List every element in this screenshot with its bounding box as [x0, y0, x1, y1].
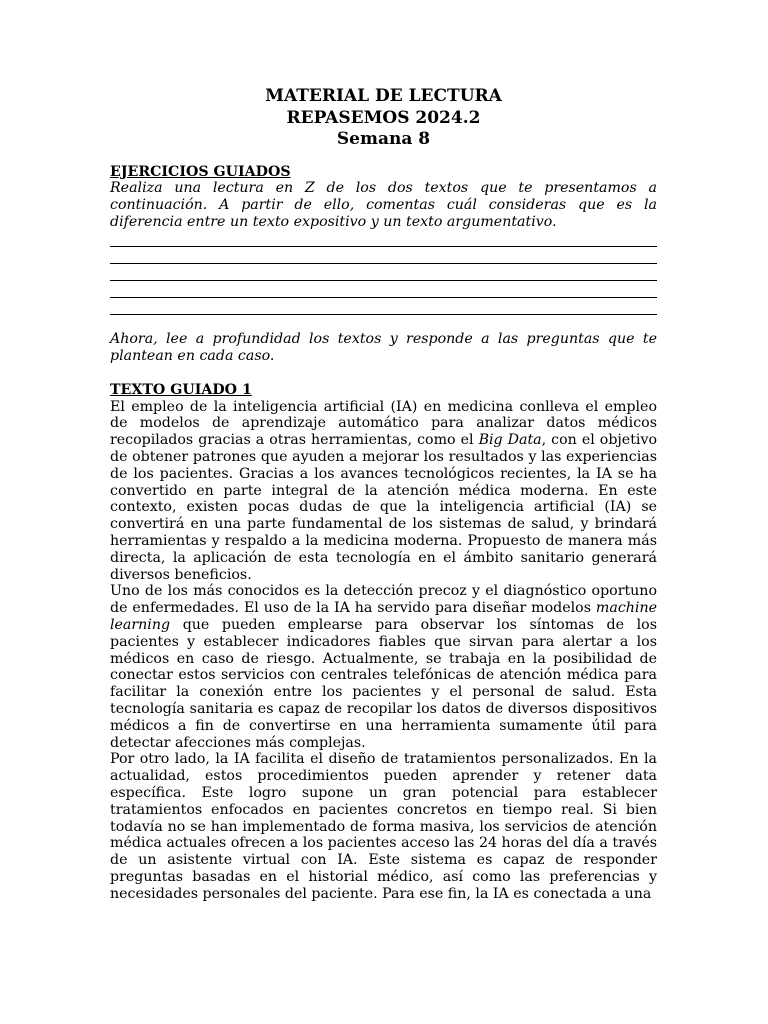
answer-line [110, 298, 657, 315]
section-heading-ejercicios: EJERCICIOS GUIADOS [110, 163, 291, 180]
spacer [110, 315, 657, 332]
answer-line [110, 247, 657, 264]
answer-line [110, 281, 657, 298]
paragraph-text: que pueden emplearse para observar los síntomas de los pacientes y establecer indicadores fiables que sirvan para alertar a los médicos en caso de riesgo. Actualmente, se trabaja en la posibilidad de conectar estos servicios con centrales telefónicas de atención médica para facilitar la conexión entre los pacientes y el personal de salud. Esta tecnología sanitaria es capaz de recopilar los datos de diversos dispositivos médicos a fin de convertirse en una herramienta sumamente útil para detectar afecciones más complejas. [110, 617, 657, 751]
answer-lines [110, 231, 657, 315]
paragraph-text: Uno de los más conocidos es la detección precoz y el diagnóstico oportuno de enfermedades. El uso de la IA ha servido para diseñar modelos [110, 583, 657, 617]
paragraph-text: , con el objetivo de obtener patrones que ayuden a mejorar los resultados y las experiencias de los pacientes. Gracias a los avances tecnológicos recientes, la IA se ha convertido en parte integral de la atención médica moderna. En este contexto, existen pocas dudas de que la inteligencia artificial (IA) se convertirá en una parte fundamental de los sistemas de salud, y brindará herramientas y respaldo a la medicina moderna. Propuesto de manera más directa, la aplicación de esta tecnología en el ámbito sanitario generará diversos beneficios. [110, 432, 657, 583]
document-title-line-1: MATERIAL DE LECTURA [265, 86, 502, 106]
texto-1-paragraph-1 [110, 399, 657, 584]
texto-1-paragraph-3: Por otro lado, la IA facilita el diseño de tratamientos personalizados. En la actualidad, estos procedimientos pueden aprender y retener data específica. Este logro supone un gran potencial para establecer tratamientos enfocados en pacientes concretos en tiempo real. Si bien todavía no se han implementado de forma masiva, los servicios de atención médica actuales ofrecen a los pacientes acceso las 24 horas del día a través de un asistente virtual con IA. Este sistema es capaz de responder preguntas basadas en el historial médico, así como las preferencias y necesidades personales del paciente. Para ese fin, la IA es conectada a una [110, 751, 657, 902]
texto-1-paragraph-2 [110, 583, 657, 751]
italic-term: machine learning [110, 600, 657, 634]
spacer [110, 151, 657, 164]
answer-line [110, 231, 657, 248]
spacer [110, 365, 657, 382]
document-title-line-3: Semana 8 [336, 129, 431, 149]
answer-line [110, 264, 657, 281]
paragraph-text: El empleo de la inteligencia artificial (IA) en medicina conlleva el empleo de modelos de aprendizaje automático para analizar datos médicos recopilados gracias a otras herramientas, como el [110, 398, 657, 449]
section-heading-texto-1: TEXTO GUIADO 1 [110, 381, 252, 398]
document-title-line-2: REPASEMOS 2024.2 [286, 107, 481, 128]
second-instruction-paragraph: Ahora, lee a profundidad los textos y responde a las preguntas que te plantean en cada caso. [110, 331, 657, 365]
italic-term: Big Data [478, 432, 542, 449]
instruction-paragraph: Realiza una lectura en Z de los dos textos que te presentamos a continuación. A partir de ello, comentas cuál consideras que es la diferencia entre un texto expositivo y un texto argumentativo. [110, 180, 657, 230]
document-body [110, 86, 657, 903]
